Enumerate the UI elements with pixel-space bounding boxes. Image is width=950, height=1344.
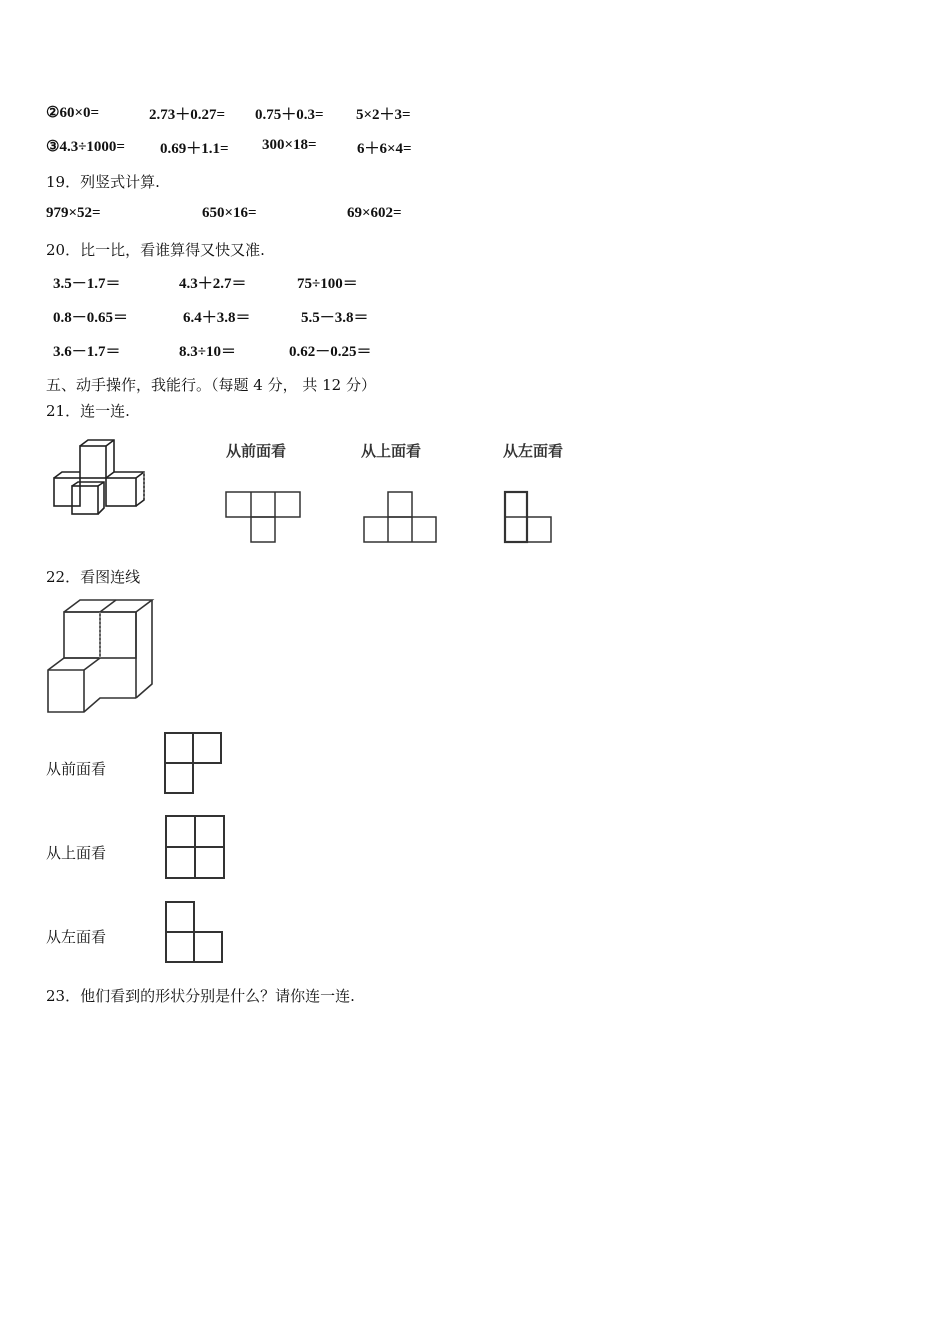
- q21-view-label-left: 从左面看: [503, 442, 564, 460]
- question-22-title: 22．看图连线: [46, 568, 141, 586]
- q22-solid-figure: [46, 598, 158, 716]
- question-19-title: 19．列竖式计算.: [46, 173, 160, 191]
- question-20-title: 20．比一比，看谁算得又快又准.: [46, 241, 265, 259]
- q21-view-label-front: 从前面看: [226, 442, 287, 460]
- calc-item: 3.5－1.7＝: [53, 276, 121, 292]
- calc-item: 2.73＋0.27=: [149, 107, 226, 123]
- vertical-calc-item: 979×52=: [46, 205, 101, 221]
- calc-item: 8.3÷10＝: [179, 344, 236, 360]
- calc-item: 6＋6×4=: [357, 141, 412, 157]
- vertical-calc-item: 69×602=: [347, 205, 402, 221]
- calc-item: 0.62－0.25＝: [289, 344, 372, 360]
- calc-item: 0.8－0.65＝: [53, 310, 129, 326]
- calc-item: 6.4＋3.8＝: [183, 310, 251, 326]
- q22-view-label-front: 从前面看: [46, 760, 107, 778]
- calc-item: ②60×0=: [46, 105, 100, 121]
- calc-item: 3.6－1.7＝: [53, 344, 121, 360]
- q21-shape-inverted-t: [362, 490, 442, 544]
- question-21-title: 21．连一连.: [46, 402, 130, 420]
- q21-view-label-top: 从上面看: [361, 442, 422, 460]
- calc-item: ③4.3÷1000=: [46, 139, 125, 155]
- q21-cube-solid: [50, 438, 150, 520]
- calc-item: 5.5－3.8＝: [301, 310, 369, 326]
- section-5-title: 五、动手操作，我能行。（每题 4 分， 共 12 分）: [46, 376, 376, 394]
- q21-shape-l: [503, 490, 557, 546]
- calc-item: 4.3＋2.7＝: [179, 276, 247, 292]
- calc-item: 5×2＋3=: [356, 107, 411, 123]
- q22-shape-gamma: [163, 731, 225, 797]
- calc-item: 0.75＋0.3=: [255, 107, 324, 123]
- question-23-title: 23．他们看到的形状分别是什么？请你连一连.: [46, 987, 355, 1005]
- q22-view-label-top: 从上面看: [46, 844, 107, 862]
- q21-shape-t: [224, 490, 304, 544]
- vertical-calc-item: 650×16=: [202, 205, 257, 221]
- calc-item: 300×18=: [262, 137, 317, 153]
- q22-view-label-left: 从左面看: [46, 928, 107, 946]
- q22-shape-l: [164, 900, 226, 966]
- calc-item: 75÷100＝: [297, 276, 358, 292]
- q22-shape-square-grid: [164, 814, 228, 882]
- calc-item: 0.69＋1.1=: [160, 141, 229, 157]
